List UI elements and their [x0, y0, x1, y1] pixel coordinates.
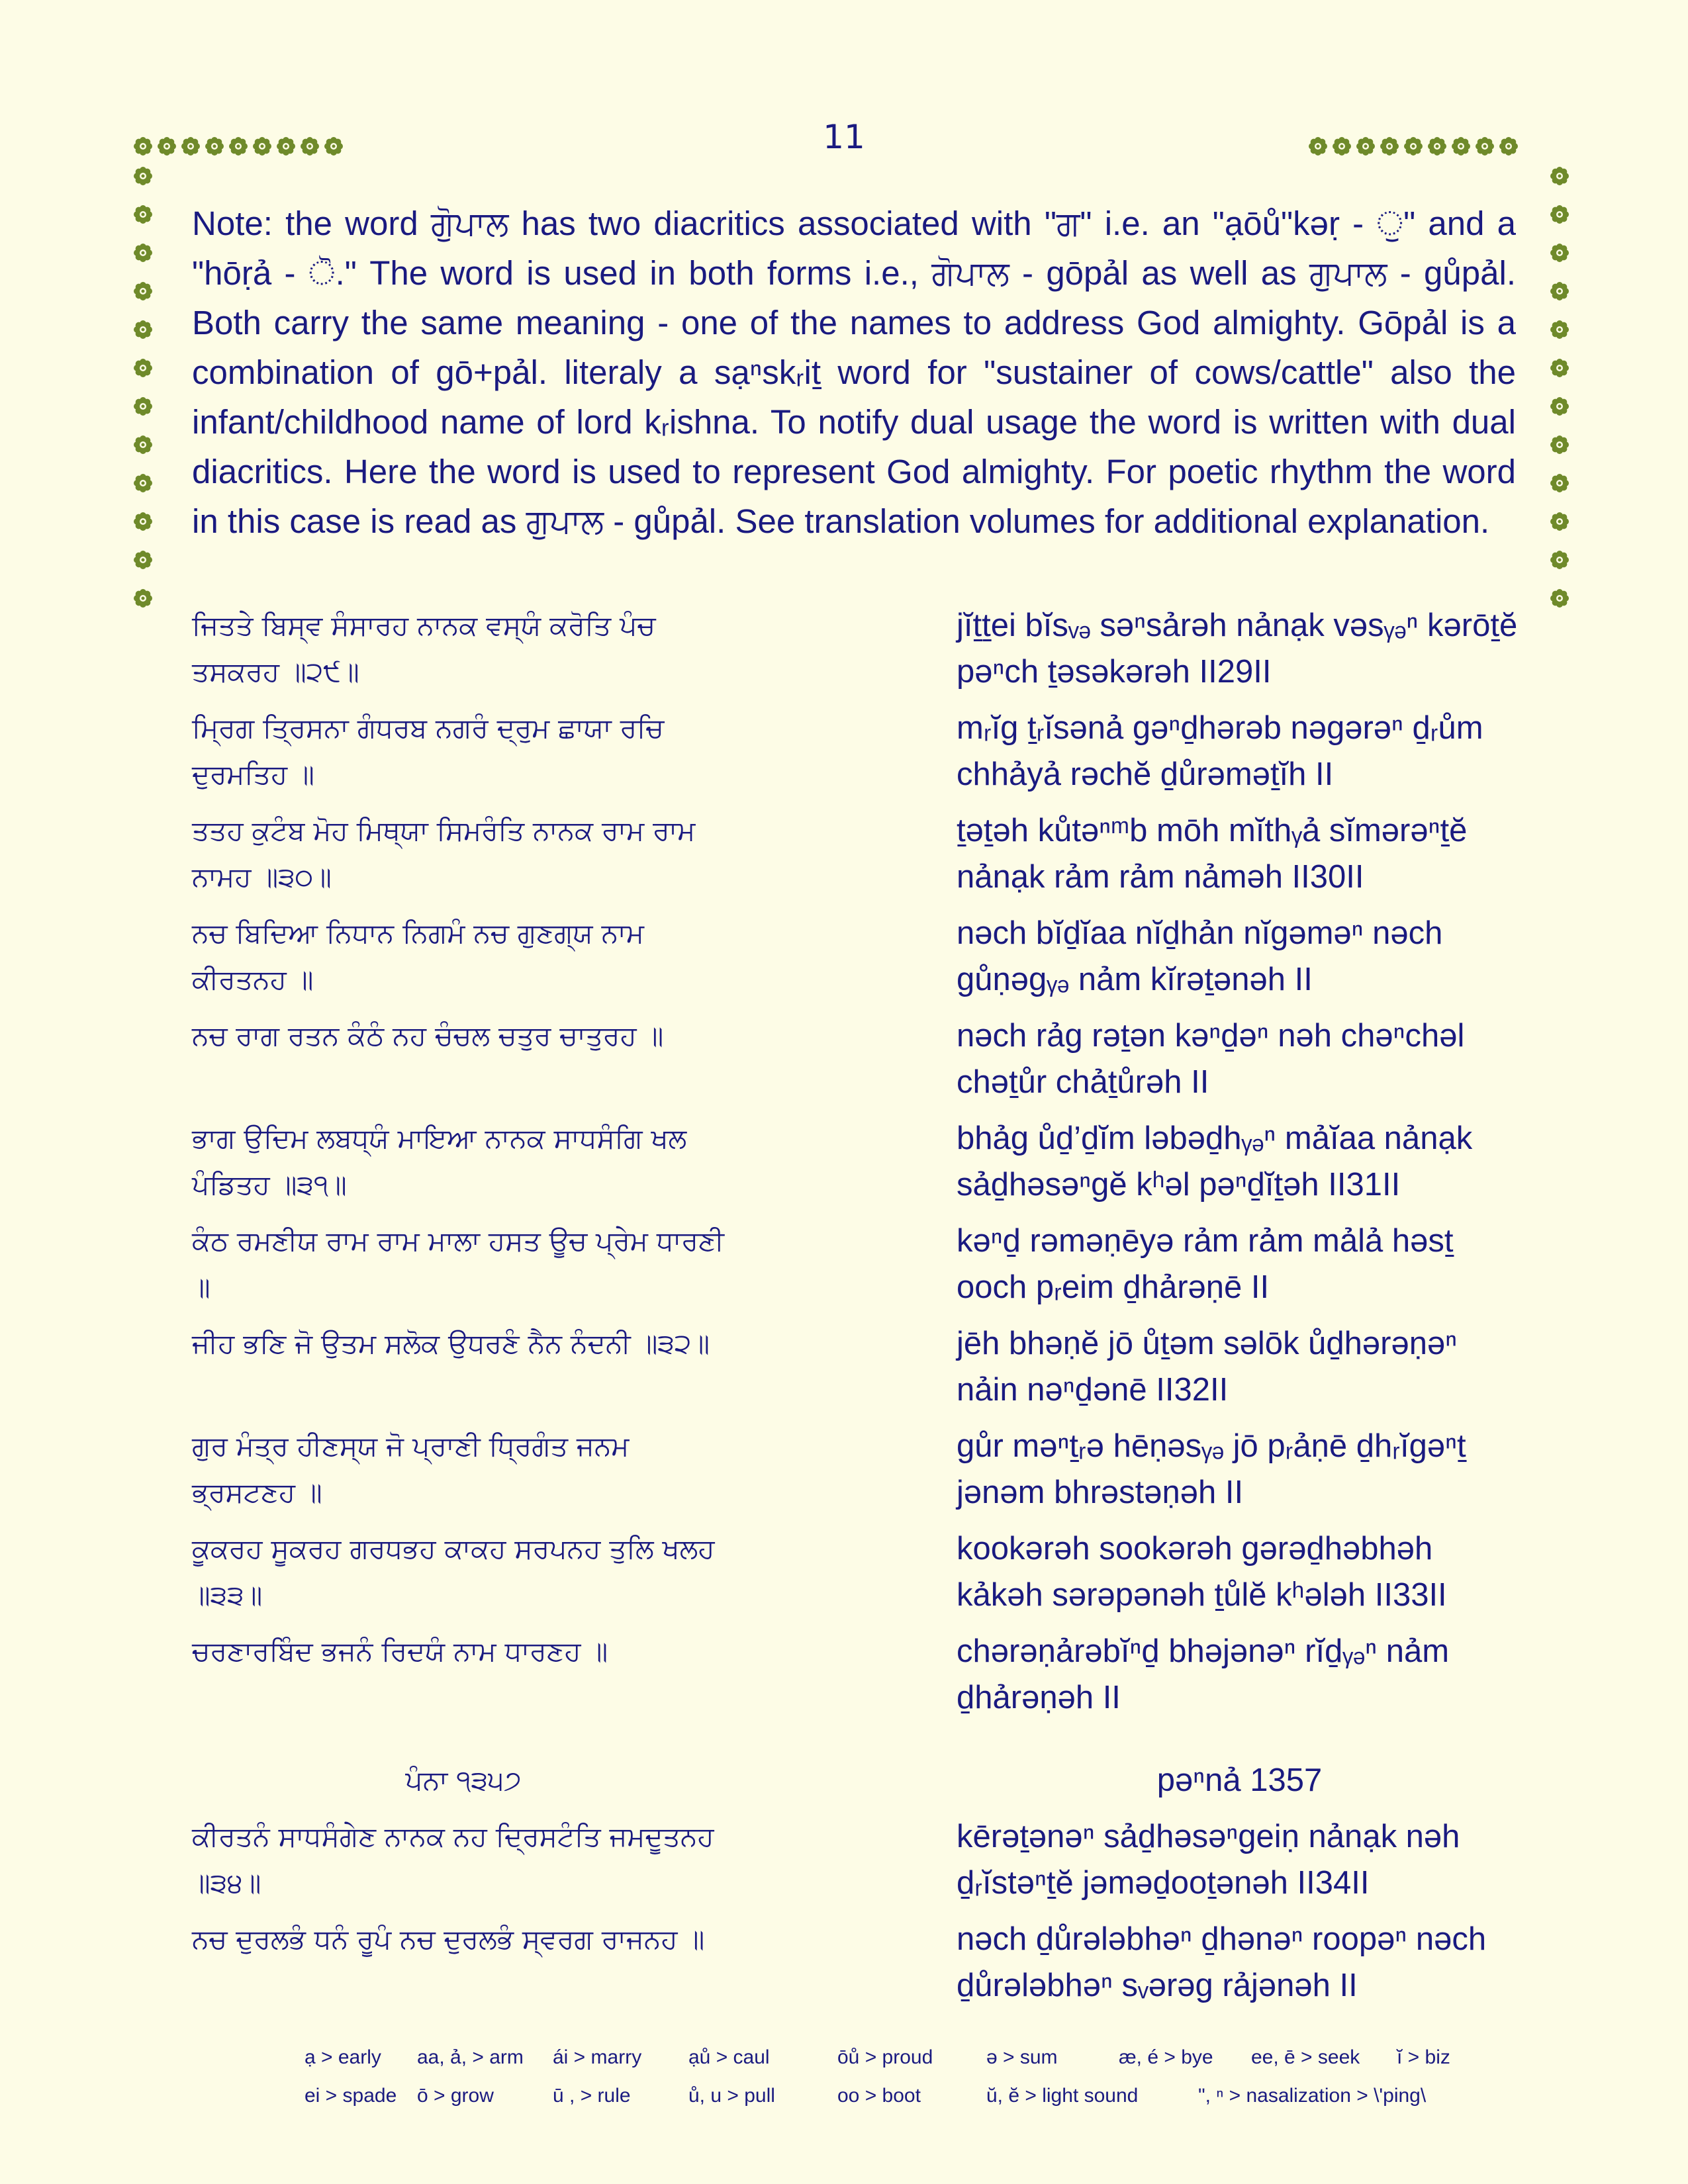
flower-ornament-icon — [1549, 396, 1570, 417]
flower-ornament-icon — [132, 204, 154, 225]
pronunciation-legend — [305, 2038, 1496, 2115]
legend-item: ee, ē > seek — [1251, 2046, 1360, 2068]
ornament-border-top-right — [1307, 136, 1519, 157]
legend-item: ʺ, ⁿ > nasalization > \'ping\ — [1198, 2085, 1427, 2107]
flower-ornament-icon — [204, 136, 225, 157]
flower-ornament-icon — [1427, 136, 1448, 157]
flower-ornament-icon — [132, 319, 154, 340]
verse-row — [192, 807, 1523, 900]
legend-item: æ, é > bye — [1119, 2046, 1213, 2068]
verse-row — [192, 1423, 1523, 1516]
flower-ornament-icon — [1549, 165, 1570, 187]
flower-ornament-icon — [1549, 357, 1570, 379]
legend-item: ōů > proud — [837, 2046, 933, 2068]
flower-ornament-icon — [1549, 242, 1570, 263]
flower-ornament-icon — [228, 136, 249, 157]
flower-ornament-icon — [1549, 204, 1570, 225]
flower-ornament-icon — [323, 136, 344, 157]
transliteration-text: nəch rảg rəṯən kəⁿḏəⁿ nəh chəⁿchəl chəṯůr chảṯůrəh II — [957, 1018, 1465, 1100]
gurmukhi-text: ਨਚ ਦੁਰਲਭੰ ਧਨੰ ਰੂਪੰ ਨਚ ਦੁਰਲਭੰ ਸ੍ਵਰਗ ਰਾਜਨਹ ॥ — [192, 1923, 705, 1955]
gurmukhi-text: ਕੂਕਰਹ ਸੂਕਰਹ ਗਰਧਭਹ ਕਾਕਹ ਸਰਪਨਹ ਤੁਲਿ ਖਲਹ ॥੩੩॥ — [192, 1533, 715, 1611]
flower-ornament-icon — [1549, 549, 1570, 570]
legend-item: ạů > caul — [688, 2046, 770, 2068]
verse-list — [192, 602, 1523, 2019]
legend-item: ů, u > pull — [688, 2085, 775, 2107]
legend-item: ŭ, ĕ > light sound — [986, 2085, 1139, 2107]
verse-row — [192, 1218, 1523, 1310]
transliteration-text: nəch bĭḏĭaa nĭḏhản nĭgəməⁿ nəch gůṇəgᵧₔ nảm kĭrəṯənəh II — [957, 915, 1443, 997]
transliteration-text: nəch ḏůrələbhəⁿ ḏhənəⁿ roopəⁿ nəch ḏůrələbhəⁿ sᵥərəg rảjənəh II — [957, 1921, 1487, 2003]
legend-item: oo > boot — [837, 2085, 921, 2107]
verse-row — [192, 1320, 1523, 1413]
gurmukhi-text: ਕੀਰਤਨੰ ਸਾਧਸੰਗੇਣ ਨਾਨਕ ਨਹ ਦ੍ਰਿਸਟੰਤਿ ਜਮਦੂਤਨਹ ॥੩੪॥ — [192, 1821, 714, 1899]
flower-ornament-icon — [132, 434, 154, 455]
flower-ornament-icon — [132, 396, 154, 417]
flower-ornament-icon — [180, 136, 201, 157]
gurmukhi-text: ਕੰਠ ਰਮਣੀਯ ਰਾਮ ਰਾਮ ਮਾਲਾ ਹਸਤ ਊਚ ਪ੍ਰੇਮ ਧਾਰਣੀ ॥ — [192, 1225, 724, 1303]
flower-ornament-icon — [252, 136, 273, 157]
transliteration-text: ṯəṯəh kůtəⁿᵐb mōh mĭthᵧả sĭmərəⁿṯĕ nảnạk rảm rảm nảməh II30II — [957, 813, 1468, 895]
legend-row — [305, 2038, 1496, 2077]
diacritic-note: Note: the word ਗੋੁਪਾਲ has two diacritics associated with "ਗ" i.e. an "ạōůʺkəṛ - ੁ" and a "hōṛả - ੋ." The word is used in both forms i.e., ਗੋਪਾਲ - gōpảl as well as ਗੁਪਾਲ - gůpảl. Both carry the same meaning - one of the names to address God almighty. Gōpảl is a combination of gō+pảl. literaly a sạⁿskᵣiṯ word for "sustainer of cows/cattle" also the infant/childhood name of lord kᵣishna. To notify dual usage the word is written with dual diacritics. Here the word is used to represent God almighty. For poetic rhythm the word in this case is read as ਗੁਪਾਲ - gůpảl. See translation volumes for additional explanation. — [192, 205, 1516, 540]
gurmukhi-text: ਜੀਹ ਭਣਿ ਜੋ ਉਤਮ ਸਲੋਕ ਉਧਰਣੰ ਨੈਨ ਨੰਦਨੀ ॥੩੨॥ — [192, 1328, 710, 1359]
ornament-border-top-left — [132, 136, 344, 157]
flower-ornament-icon — [1549, 434, 1570, 455]
flower-ornament-icon — [1450, 136, 1472, 157]
legend-item: ĭ > biz — [1397, 2046, 1450, 2068]
flower-ornament-icon — [132, 511, 154, 532]
gurmukhi-text: ਭਾਗ ਉਦਿਮ ਲਬਧ੍ਯੰ ਮਾਇਆ ਨਾਨਕ ਸਾਧਸੰਗਿ ਖਲ ਪੰਡਿਤਹ ॥੩੧॥ — [192, 1122, 687, 1201]
verse-row — [192, 1813, 1523, 1906]
gurmukhi-text: ਚਰਣਾਰਬਿੰਦ ਭਜਨੰ ਰਿਦਯੰ ਨਾਮ ਧਾਰਣਹ ॥ — [192, 1635, 608, 1667]
flower-ornament-icon — [132, 281, 154, 302]
legend-item: ei > spade — [305, 2085, 397, 2107]
gurmukhi-text: ਨਚ ਰਾਗ ਰਤਨ ਕੰਠੰ ਨਹ ਚੰਚਲ ਚਤੁਰ ਚਾਤੁਰਹ ॥ — [192, 1020, 664, 1052]
verse-row — [192, 1628, 1523, 1721]
flower-ornament-icon — [275, 136, 297, 157]
page-number: 11 — [823, 118, 865, 156]
flower-ornament-icon — [1307, 136, 1329, 157]
verse-row — [192, 602, 1523, 695]
transliteration-text: gůr məⁿṯᵣə hēṇəsᵧₔ jō pᵣảṇē ḏhᵣĭgəⁿṯ jənəm bhrəstəṇəh II — [957, 1428, 1466, 1510]
flower-ornament-icon — [1403, 136, 1424, 157]
flower-ornament-icon — [1549, 511, 1570, 532]
verse-row — [192, 1115, 1523, 1208]
legend-item: ə > sum — [986, 2046, 1058, 2068]
transliteration-text: jēh bhəṇĕ jō ůṯəm səlōk ůḏhərəṇəⁿ nảin nəⁿḏənē II32II — [957, 1326, 1458, 1408]
ornament-border-left — [132, 165, 154, 609]
page-heading-translit: pəⁿnả 1357 — [1156, 1762, 1323, 1798]
flower-ornament-icon — [132, 136, 154, 157]
verse-row — [192, 705, 1523, 797]
transliteration-text: kəⁿḏ rəməṇēyə rảm rảm mảlả həsṯ ooch pᵣeim ḏhảrəṇē II — [957, 1223, 1454, 1305]
flower-ornament-icon — [132, 549, 154, 570]
page-heading-gurmukhi: ਪੰਨਾ ੧੩੫੭ — [405, 1764, 522, 1796]
legend-item: ạ > early — [305, 2046, 381, 2068]
flower-ornament-icon — [1549, 281, 1570, 302]
transliteration-text: kookərəh sookərəh gərəḏhəbhəh kảkəh sərəpənəh ṯůlĕ kʰələh II33II — [957, 1531, 1447, 1613]
flower-ornament-icon — [1549, 319, 1570, 340]
ornament-border-right — [1549, 165, 1570, 609]
legend-row — [305, 2077, 1496, 2115]
flower-ornament-icon — [1498, 136, 1519, 157]
gurmukhi-text: ਤਤਹ ਕੁਟੰਬ ਮੋਹ ਮਿਥ੍ਯਾ ਸਿਮਰੰਤਿ ਨਾਨਕ ਰਾਮ ਰਾਮ ਨਾਮਹ ॥੩੦॥ — [192, 815, 696, 893]
flower-ornament-icon — [132, 165, 154, 187]
verse-row — [192, 910, 1523, 1003]
flower-ornament-icon — [1549, 588, 1570, 609]
flower-ornament-icon — [132, 588, 154, 609]
transliteration-text: kērəṯənəⁿ sảḏhəsəⁿgeiṇ nảnạk nəh ḏᵣĭstəⁿṯĕ jəməḏooṯənəh II34II — [957, 1819, 1460, 1901]
gurmukhi-text: ਨਚ ਬਿਦਿਆ ਨਿਧਾਨ ਨਿਗਮੰ ਨਚ ਗੁਣਗ੍ਯ ਨਾਮ ਕੀਰਤਨਹ ॥ — [192, 917, 644, 995]
verse-row — [192, 1013, 1523, 1105]
transliteration-text: jĭṯṯei bĭsᵥₔ səⁿsảrəh nảnạk vəsᵧₔⁿ kərōṯĕ pəⁿch ṯəsəkərəh II29II — [957, 608, 1518, 690]
flower-ornament-icon — [132, 242, 154, 263]
transliteration-text: mᵣĭg ṯᵣĭsənả gəⁿḏhərəb nəgərəⁿ ḏᵣům chhảyả rəchĕ ḏůrəməṯĭh II — [957, 710, 1483, 792]
flower-ornament-icon — [1331, 136, 1352, 157]
legend-item: aa, ả, > arm — [417, 2046, 524, 2068]
flower-ornament-icon — [156, 136, 177, 157]
flower-ornament-icon — [1549, 473, 1570, 494]
gurmukhi-text: ਜਿਤਤੇ ਬਿਸ੍ਵ ਸੰਸਾਰਹ ਨਾਨਕ ਵਸ੍ਯੰ ਕਰੋਤਿ ਪੰਚ ਤਸਕਰਹ ॥੨੯॥ — [192, 610, 656, 688]
flower-ornament-icon — [1355, 136, 1376, 157]
legend-item: ū , > rule — [553, 2085, 631, 2107]
flower-ornament-icon — [1474, 136, 1495, 157]
flower-ornament-icon — [132, 357, 154, 379]
flower-ornament-icon — [1379, 136, 1400, 157]
flower-ornament-icon — [132, 473, 154, 494]
transliteration-text: chərəṇảrəbĭⁿḏ bhəjənəⁿ rĭḏᵧₔⁿ nảm ḏhảrəṇəh II — [957, 1633, 1450, 1715]
page-heading-row — [192, 1757, 1523, 1803]
legend-item: ái > marry — [553, 2046, 642, 2068]
gurmukhi-text: ਗੁਰ ਮੰਤ੍ਰ ਹੀਣਸ੍ਯ ਜੋ ਪ੍ਰਾਣੀ ਧ੍ਰਿਗੰਤ ਜਨਮ ਭ੍ਰਸਟਣਹ ॥ — [192, 1430, 630, 1508]
transliteration-text: bhảg ůḏ’ḏĭm ləbəḏhᵧₔⁿ mảĭaa nảnạk sảḏhəsəⁿgĕ kʰəl pəⁿḏĭṯəh II31II — [957, 1120, 1473, 1203]
verse-row — [192, 1916, 1523, 2009]
verse-row — [192, 1525, 1523, 1618]
flower-ornament-icon — [299, 136, 320, 157]
legend-item: ō > grow — [417, 2085, 494, 2107]
gurmukhi-text: ਮ੍ਰਿਗ ਤ੍ਰਿਸਨਾ ਗੰਧਰਬ ਨਗਰੰ ਦ੍ਰੁਮ ਛਾਯਾ ਰਚਿ ਦੁਰਮਤਿਹ ॥ — [192, 712, 665, 790]
